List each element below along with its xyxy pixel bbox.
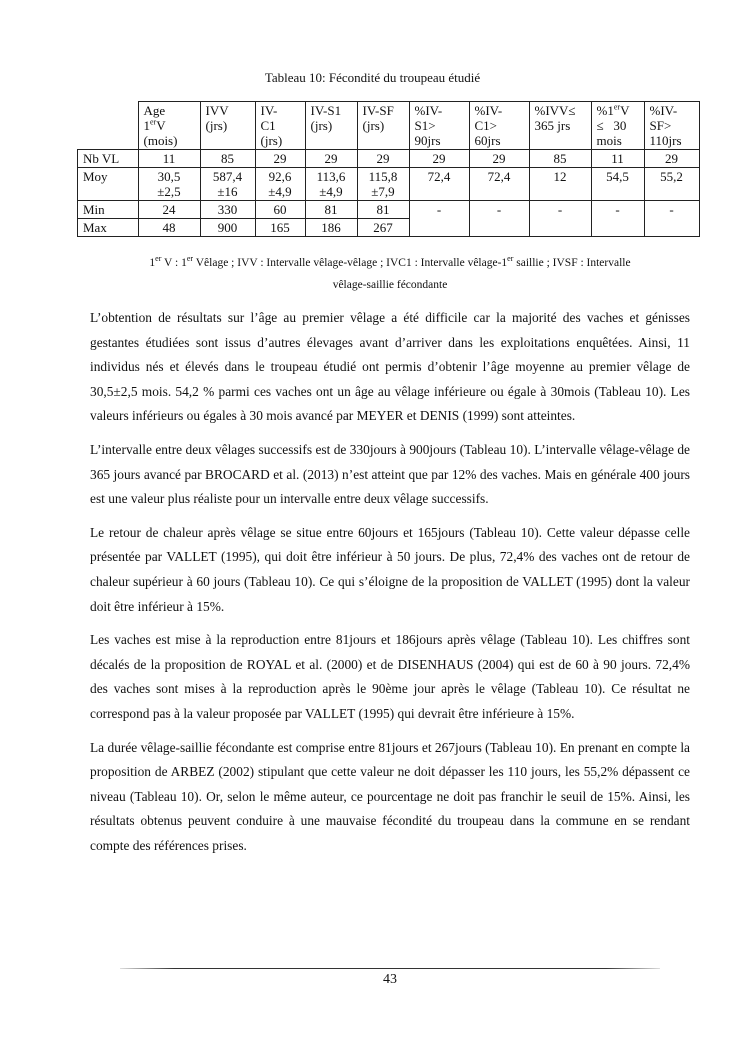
- table-cell: 113,6 ±4,9: [305, 168, 357, 201]
- paragraph: La durée vêlage-saillie fécondante est comprise entre 81jours et 267jours (Tableau 10). En prenant en compte la proposition de ARBEZ (2002) stipulant que cette valeur ne doit dépasser les 110 jours, les 55,2% dépassent ce niveau (Tableau 10). Or, selon le même auteur, ce pourcentage ne doit pas franchir le seuil de 15%. Ainsi, les résultats obtenus peuvent conduire à une mauvaise fécondité du troupeau dans la commune en se rendant compte des références prises.: [90, 739, 690, 853]
- table-cell: 115,8 ±7,9: [357, 168, 409, 201]
- header-ivc1: IV- C1 (jrs): [255, 102, 305, 150]
- page-number: 43: [383, 972, 397, 987]
- header-ivsf: IV-SF (jrs): [357, 102, 409, 150]
- row-label: Nb VL: [78, 150, 139, 168]
- table-footnote: 1er V : 1er Vêlage ; IVV : Intervalle vêlage-vêlage ; IVC1 : Intervalle vêlage-1er saillie ; IVSF : Intervalle vêlage-saillie fécondante: [149, 254, 631, 291]
- table-cell: 587,4 ±16: [200, 168, 255, 201]
- table-cell: 54,5: [591, 168, 644, 201]
- header-pct-1erv: %1erV ≤ 30 mois: [591, 102, 644, 150]
- table-cell: 81: [357, 201, 409, 219]
- table-cell: -: [644, 201, 699, 237]
- row-label: Moy: [78, 168, 139, 201]
- paragraph: L’intervalle entre deux vêlages successifs est de 330jours à 900jours (Tableau 10). L’intervalle vêlage-vêlage de 365 jours avancé par BROCARD et al. (2013) n’est atteint que par 12% des vaches. Mais en générale 400 jours est une valeur plus réaliste pour un intervalle entre deux vêlage successifs.: [90, 441, 690, 507]
- table-cell: 85: [200, 150, 255, 168]
- table-cell: 29: [469, 150, 529, 168]
- table-cell: 29: [357, 150, 409, 168]
- paragraph: Les vaches est mise à la reproduction entre 81jours et 186jours après vêlage (Tableau 10). Les chiffres sont décalés de la proposition de ROYAL et al. (2000) et de DISENHAUS (2004) qui est de 60 à 90 jours. 72,4% des vaches sont mises à la reproduction après le 90ème jour après le vêlage (Tableau 10). Ce résultat ne correspond pas à la valeur proposée par VALLET (1995) qui devrait être inférieure à 15%.: [90, 632, 690, 721]
- table-cell: 29: [255, 150, 305, 168]
- table-cell: -: [529, 201, 591, 237]
- header-age: Age 1erV (mois): [138, 102, 200, 150]
- table-row-nbvl: [78, 150, 700, 168]
- table-cell: 24: [138, 201, 200, 219]
- table-cell: 60: [255, 201, 305, 219]
- table-cell: 72,4: [409, 168, 469, 201]
- empty-corner-cell: [78, 102, 139, 150]
- table-cell: 11: [591, 150, 644, 168]
- table-caption: Tableau 10: Fécondité du troupeau étudié: [264, 70, 481, 85]
- table-cell: 29: [305, 150, 357, 168]
- table-row-moy: [78, 168, 700, 201]
- header-ivs1: IV-S1 (jrs): [305, 102, 357, 150]
- table-cell: 48: [138, 219, 200, 237]
- table-cell: 29: [409, 150, 469, 168]
- table-cell: 55,2: [644, 168, 699, 201]
- table-cell: 267: [357, 219, 409, 237]
- header-pct-ivs1: %IV- S1> 90jrs: [409, 102, 469, 150]
- table-cell: 29: [644, 150, 699, 168]
- header-pct-ivc1: %IV- C1> 60jrs: [469, 102, 529, 150]
- paragraph: L’obtention de résultats sur l’âge au premier vêlage a été difficile car la majorité des vaches et génisses gestantes étudiées sont issus d’autres élevages avant d’arriver dans les exploitations enquêtées. Ainsi, 11 individus nés et élevés dans le troupeau étudié ont permis d’obtenir l’âge moyenne au premier vêlage de 30,5±2,5 mois. 54,2 % parmi ces vaches ont un âge au vêlage inférieure ou égale à 30mois (Tableau 10). Les valeurs inférieurs ou égales à 30 mois avancé par MEYER et DENIS (1999) sont atteintes.: [90, 310, 690, 424]
- header-pct-ivsf: %IV- SF> 110jrs: [644, 102, 699, 150]
- table-cell: -: [469, 201, 529, 237]
- table-cell: 30,5 ±2,5: [138, 168, 200, 201]
- table-cell: 12: [529, 168, 591, 201]
- table-cell: 900: [200, 219, 255, 237]
- row-label: Max: [78, 219, 139, 237]
- paragraph: Le retour de chaleur après vêlage se situe entre 60jours et 165jours (Tableau 10). Cette valeur dépasse celle présentée par VALLET (1995), qui doit être inférieur à 50 jours. De plus, 72,4% des vaches ont de retour de chaleur supérieur à 60 jours (Tableau 10). Ce qui s’éloigne de la proposition de VALLET (1995) dont la valeur doit être inférieur à 15%.: [90, 524, 690, 614]
- table-cell: 72,4: [469, 168, 529, 201]
- row-label: Min: [78, 201, 139, 219]
- table-cell: 92,6 ±4,9: [255, 168, 305, 201]
- header-pct-ivv: %IVV≤ 365 jrs: [529, 102, 591, 150]
- table-row-min: [78, 201, 700, 219]
- table-cell: 330: [200, 201, 255, 219]
- table-cell: -: [409, 201, 469, 237]
- table-cell: 165: [255, 219, 305, 237]
- table-cell: 85: [529, 150, 591, 168]
- table-cell: -: [591, 201, 644, 237]
- table-header-row: [78, 102, 700, 150]
- fecundity-table: [77, 101, 700, 237]
- table-cell: 186: [305, 219, 357, 237]
- footer-divider: [120, 968, 660, 969]
- table-cell: 81: [305, 201, 357, 219]
- table-cell: 11: [138, 150, 200, 168]
- body-text: [90, 306, 690, 867]
- header-ivv: IVV (jrs): [200, 102, 255, 150]
